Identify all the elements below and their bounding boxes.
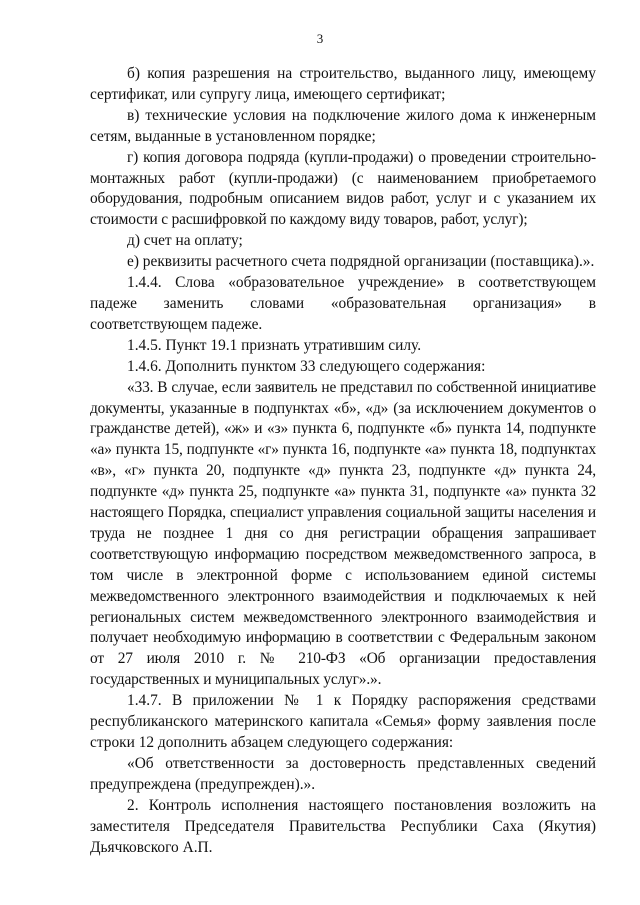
paragraph-item-d: д) счет на оплату; (127, 232, 243, 250)
paragraph-item-e: е) реквизиты расчетного счета подрядной организации (поставщика).». (127, 253, 595, 271)
paragraph-point-33: «33. В случае, если заявитель не представил по собственной инициативе документы, указанные в подпунктах «б», «д» (за исключением документов о гражданстве детей), «ж» и «з» пункта 6, подпункте «б» пункта 14, подпункте «а» пункта 15, подпункте «г» пункта 16, подпункте «а» пункта 18, подпунктах «в», «г» пункта 20, подпункте «д» пункта 23, подпункте «д» пункта 24, подпункте «д» пункта 25, подпункте «а» пункта 31, подпункте «а» пункта 32 настоящего Порядка, специалист управления социальной защиты населения и труда не позднее 1 дня со дня регистрации обращения запрашивает соответствующую информацию посредством межведомственного запроса, в том числе в электронной форме с использованием единой системы межведомственного электронного взаимодействия и подключаемых к ней региональных систем межведомственного электронного взаимодействия и получает необходимую информацию в соответствии с Федеральным законом от 27 июля 2010 г. № 210-ФЗ «Об организации предоставления государственных и муниципальных услуг».». (90, 378, 596, 689)
paragraph-responsibility-quote: «Об ответственности за достоверность представленных сведений предупреждена (предупрежден).». (90, 754, 596, 793)
paragraph-item-v: в) технические условия на подключение жилого дома к инженерным сетям, выданные в установленном порядке; (90, 106, 596, 145)
paragraph-1-4-4: 1.4.4. Слова «образовательное учреждение» в соответствующем падеже заменить словами «образовательная организация» в соответствующем падеже. (90, 274, 596, 333)
paragraph-item-b: б) копия разрешения на строительство, выданного лицу, имеющему сертификат, или супругу лица, имеющего сертификат; (90, 65, 596, 103)
paragraph-control: 2. Контроль исполнения настоящего постановления возложить на заместителя Председателя Правительства Республики Саха (Якутия) Дьячковского А.П. (90, 796, 596, 856)
page-number: 3 (316, 31, 324, 46)
document-body (90, 64, 596, 858)
paragraph-1-4-5: 1.4.5. Пункт 19.1 признать утратившим силу. (127, 336, 422, 354)
paragraph-1-4-7: 1.4.7. В приложении № 1 к Порядку распоряжения средствами республиканского материнского капитала «Семья» форму заявления после строки 12 дополнить абзацем следующего содержания: (90, 692, 596, 751)
paragraph-1-4-6: 1.4.6. Дополнить пунктом 33 следующего содержания: (127, 357, 486, 375)
paragraph-item-g: г) копия договора подряда (купли-продажи) о проведении строительно-монтажных работ (купли-продажи) (с наименованием приобретаемого оборудования, подробным описанием видов работ, услуг и с указанием их стоимости с расшифровкой по каждому виду товаров, работ, услуг); (90, 148, 596, 229)
